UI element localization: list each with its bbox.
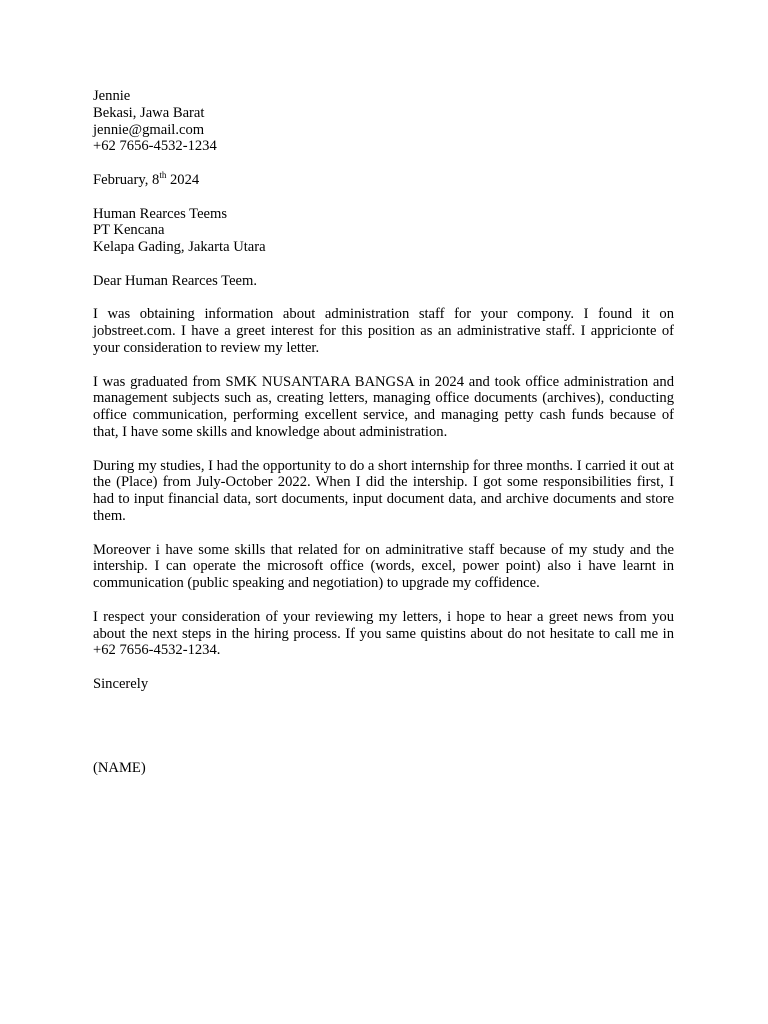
signature-name: (NAME) xyxy=(93,759,146,776)
recipient-department: Human Rearces Teems xyxy=(93,205,228,222)
recipient-address: Kelapa Gading, Jakarta Utara xyxy=(93,239,266,256)
closing-phrase: Sincerely xyxy=(93,675,149,692)
body-paragraph-skills: Moreover i have some skills that related for on adminitrative staff because of my study and the intership. I can operate the microsoft office (words, excel, power point) also i have learnt in communication (public speaking and negotiation) to upgrade my coffidence. xyxy=(93,541,674,592)
date-ordinal-suffix: th xyxy=(159,169,167,180)
date-year: 2024 xyxy=(166,171,200,188)
cover-letter xyxy=(93,88,674,776)
sender-email: jennie@gmail.com xyxy=(93,121,205,138)
date-month-day: February, 8 xyxy=(93,171,160,188)
recipient-company: PT Kencana xyxy=(93,222,165,239)
recipient-block xyxy=(93,206,674,256)
sender-block xyxy=(93,88,674,155)
signature-space xyxy=(93,693,674,760)
body-paragraph-education: I was graduated from SMK NUSANTARA BANGSA in 2024 and took office administration and management subjects such as, creating letters, managing office documents (archives), conducting office communication, performing excellent service, and managing petty cash funds because of that, I have some skills and knowledge about administration. xyxy=(93,373,674,440)
salutation: Dear Human Rearces Teem. xyxy=(93,272,258,289)
date-line xyxy=(93,169,674,189)
body-paragraph-intro: I was obtaining information about administration staff for your compony. I found it on jobstreet.com. I have a greet interest for this position as an administrative staff. I appricionte of your consideration to review my letter. xyxy=(93,306,674,356)
sender-phone: +62 7656-4532-1234 xyxy=(93,138,217,155)
body-paragraph-internship: During my studies, I had the opportunity to do a short internship for three months. I carried it out at the (Place) from July-October 2022. When I did the intership. I got some responsibilities first, I had to input financial data, sort documents, input document data, and archive documents and store them. xyxy=(93,457,674,524)
sender-name: Jennie xyxy=(93,88,131,104)
sender-location: Bekasi, Jawa Barat xyxy=(93,104,205,121)
body-paragraph-closing: I respect your consideration of your reviewing my letters, i hope to hear a greet news from you about the next steps in the hiring process. If you same quistins about do not hesitate to call me in +62 7656-4532-1234. xyxy=(93,608,674,659)
letter-date xyxy=(93,169,674,189)
